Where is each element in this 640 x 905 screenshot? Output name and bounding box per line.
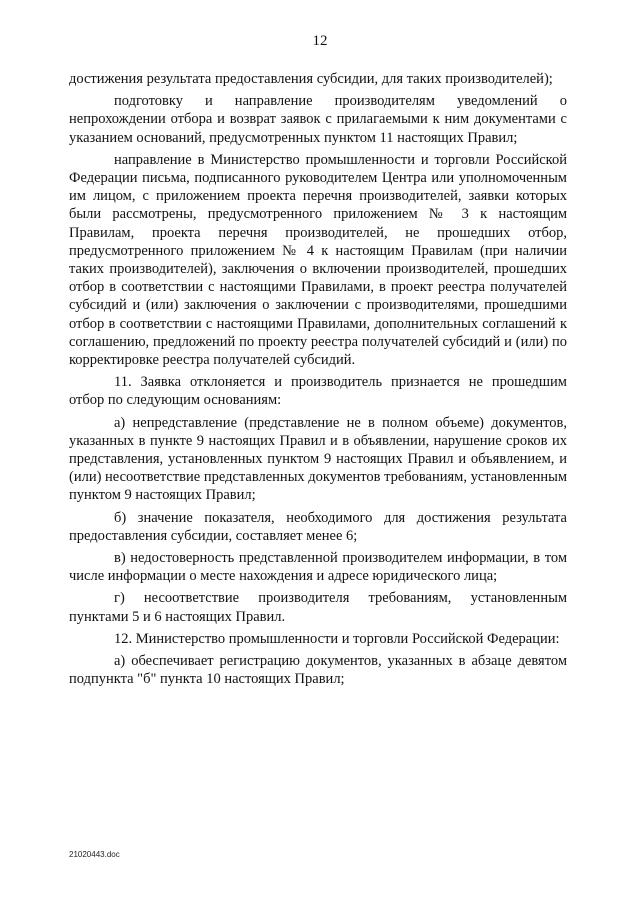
paragraph: 11. Заявка отклоняется и производитель признается не прошедшим отбор по следующим основаниям: [69, 374, 567, 409]
paragraph: в) недостоверность представленной производителем информации, в том числе информации о месте нахождения и адресе юридического лица; [69, 550, 567, 585]
document-body [69, 70, 567, 693]
paragraph: б) значение показателя, необходимого для достижения результата предоставления субсидии, составляет менее 6; [69, 509, 567, 544]
paragraph: направление в Министерство промышленности и торговли Российской Федерации письма, подписанного руководителем Центра или уполномоченным им лицом, с приложением проекта перечня производителей, заявки которых были рассмотрены, предусмотренного приложением № 3 к настоящим Правилам, проекта перечня производителей, не прошедших отбор, предусмотренного приложением № 4 к настоящим Правилам (при наличии таких производителей), заключения о включении производителей, прошедших отбор в соответствии с настоящими Правилами, в проект реестра получателей субсидий и (или) заключения о заключении с производителями, прошедшими отбор в соответствии с настоящими Правилами, дополнительных соглашений к соглашению, предложений по проекту реестра получателей субсидий и (или) по корректировке реестра получателей субсидий. [69, 151, 567, 369]
paragraph: г) несоответствие производителя требованиям, установленным пунктами 5 и 6 настоящих Правил. [69, 590, 567, 625]
paragraph: а) непредставление (представление не в полном объеме) документов, указанных в пункте 9 настоящих Правил и в объявлении, нарушение сроков их представления, установленных пунктом 9 настоящих Правил и объявлением, и (или) несоответствие представленных документов требованиям, установленным пунктом 9 настоящих Правил; [69, 414, 568, 504]
footer-filename: 21020443.doc [69, 850, 120, 859]
paragraph: 12. Министерство промышленности и торговли Российской Федерации: [114, 630, 560, 647]
paragraph: достижения результата предоставления субсидии, для таких производителей); [69, 71, 553, 87]
paragraph: а) обеспечивает регистрацию документов, указанных в абзаце девятом подпункта "б" пункта 10 настоящих Правил; [69, 653, 567, 688]
page-number: 12 [312, 33, 328, 49]
paragraph: подготовку и направление производителям уведомлений о непрохождении отбора и возврат заявок с прилагаемыми к ним документами с указанием оснований, предусмотренных пунктом 11 настоящих Правил; [69, 93, 567, 146]
